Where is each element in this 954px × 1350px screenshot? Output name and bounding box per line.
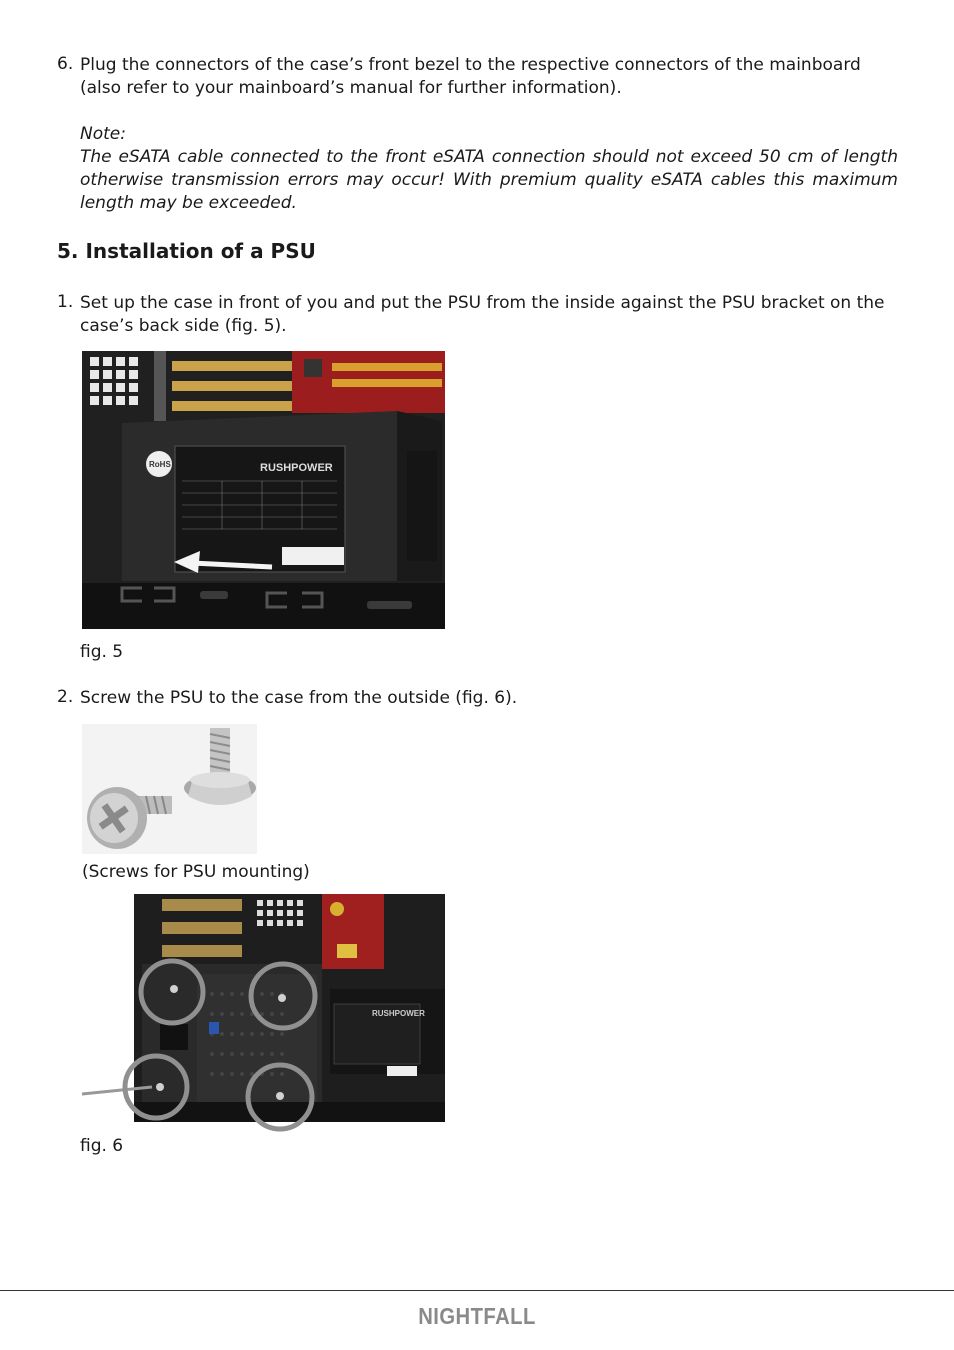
fig-5-psu-brand: RUSHPOWER	[260, 462, 333, 474]
step-2-number: 2.	[57, 687, 74, 707]
section-number: 5.	[57, 239, 79, 263]
fig-5-image	[82, 351, 445, 629]
step-6-text: Plug the connectors of the case’s front bezel to the respective connectors of the mainboard (also refer to your mainboard’s manual for further information).	[80, 55, 861, 98]
step-6-number: 6.	[57, 54, 74, 74]
section-heading	[57, 239, 316, 263]
fig-6-caption: fig. 6	[80, 1136, 124, 1156]
step-1-number: 1.	[57, 292, 74, 312]
fig-6-image	[82, 894, 445, 1132]
fig-5-caption: fig. 5	[80, 642, 124, 662]
screws-image	[82, 724, 257, 854]
screws-caption: (Screws for PSU mounting)	[82, 862, 310, 882]
step-1-text: Set up the case in front of you and put the PSU from the inside against the PSU bracket on the case’s back side (fig. 5).	[80, 293, 885, 336]
note-label: Note:	[80, 124, 126, 144]
psu-outside-case-illustration	[82, 894, 445, 1132]
screws-illustration	[82, 724, 257, 854]
fig-6-psu-brand: RUSHPOWER	[372, 1009, 425, 1018]
footer-divider	[0, 1290, 954, 1291]
step-2-text: Screw the PSU to the case from the outside (fig. 6).	[80, 688, 518, 708]
note-text: The eSATA cable connected to the front eSATA connection should not exceed 50 cm of length otherwise transmission errors may occur! With premium quality eSATA cables this maximum length may be exceeded.	[80, 147, 898, 213]
psu-inside-case-illustration	[82, 351, 445, 629]
rohs-badge: RoHS	[149, 460, 171, 469]
section-title: Installation of a PSU	[85, 239, 316, 263]
footer-brand: NIGHTFALL	[418, 1303, 536, 1329]
